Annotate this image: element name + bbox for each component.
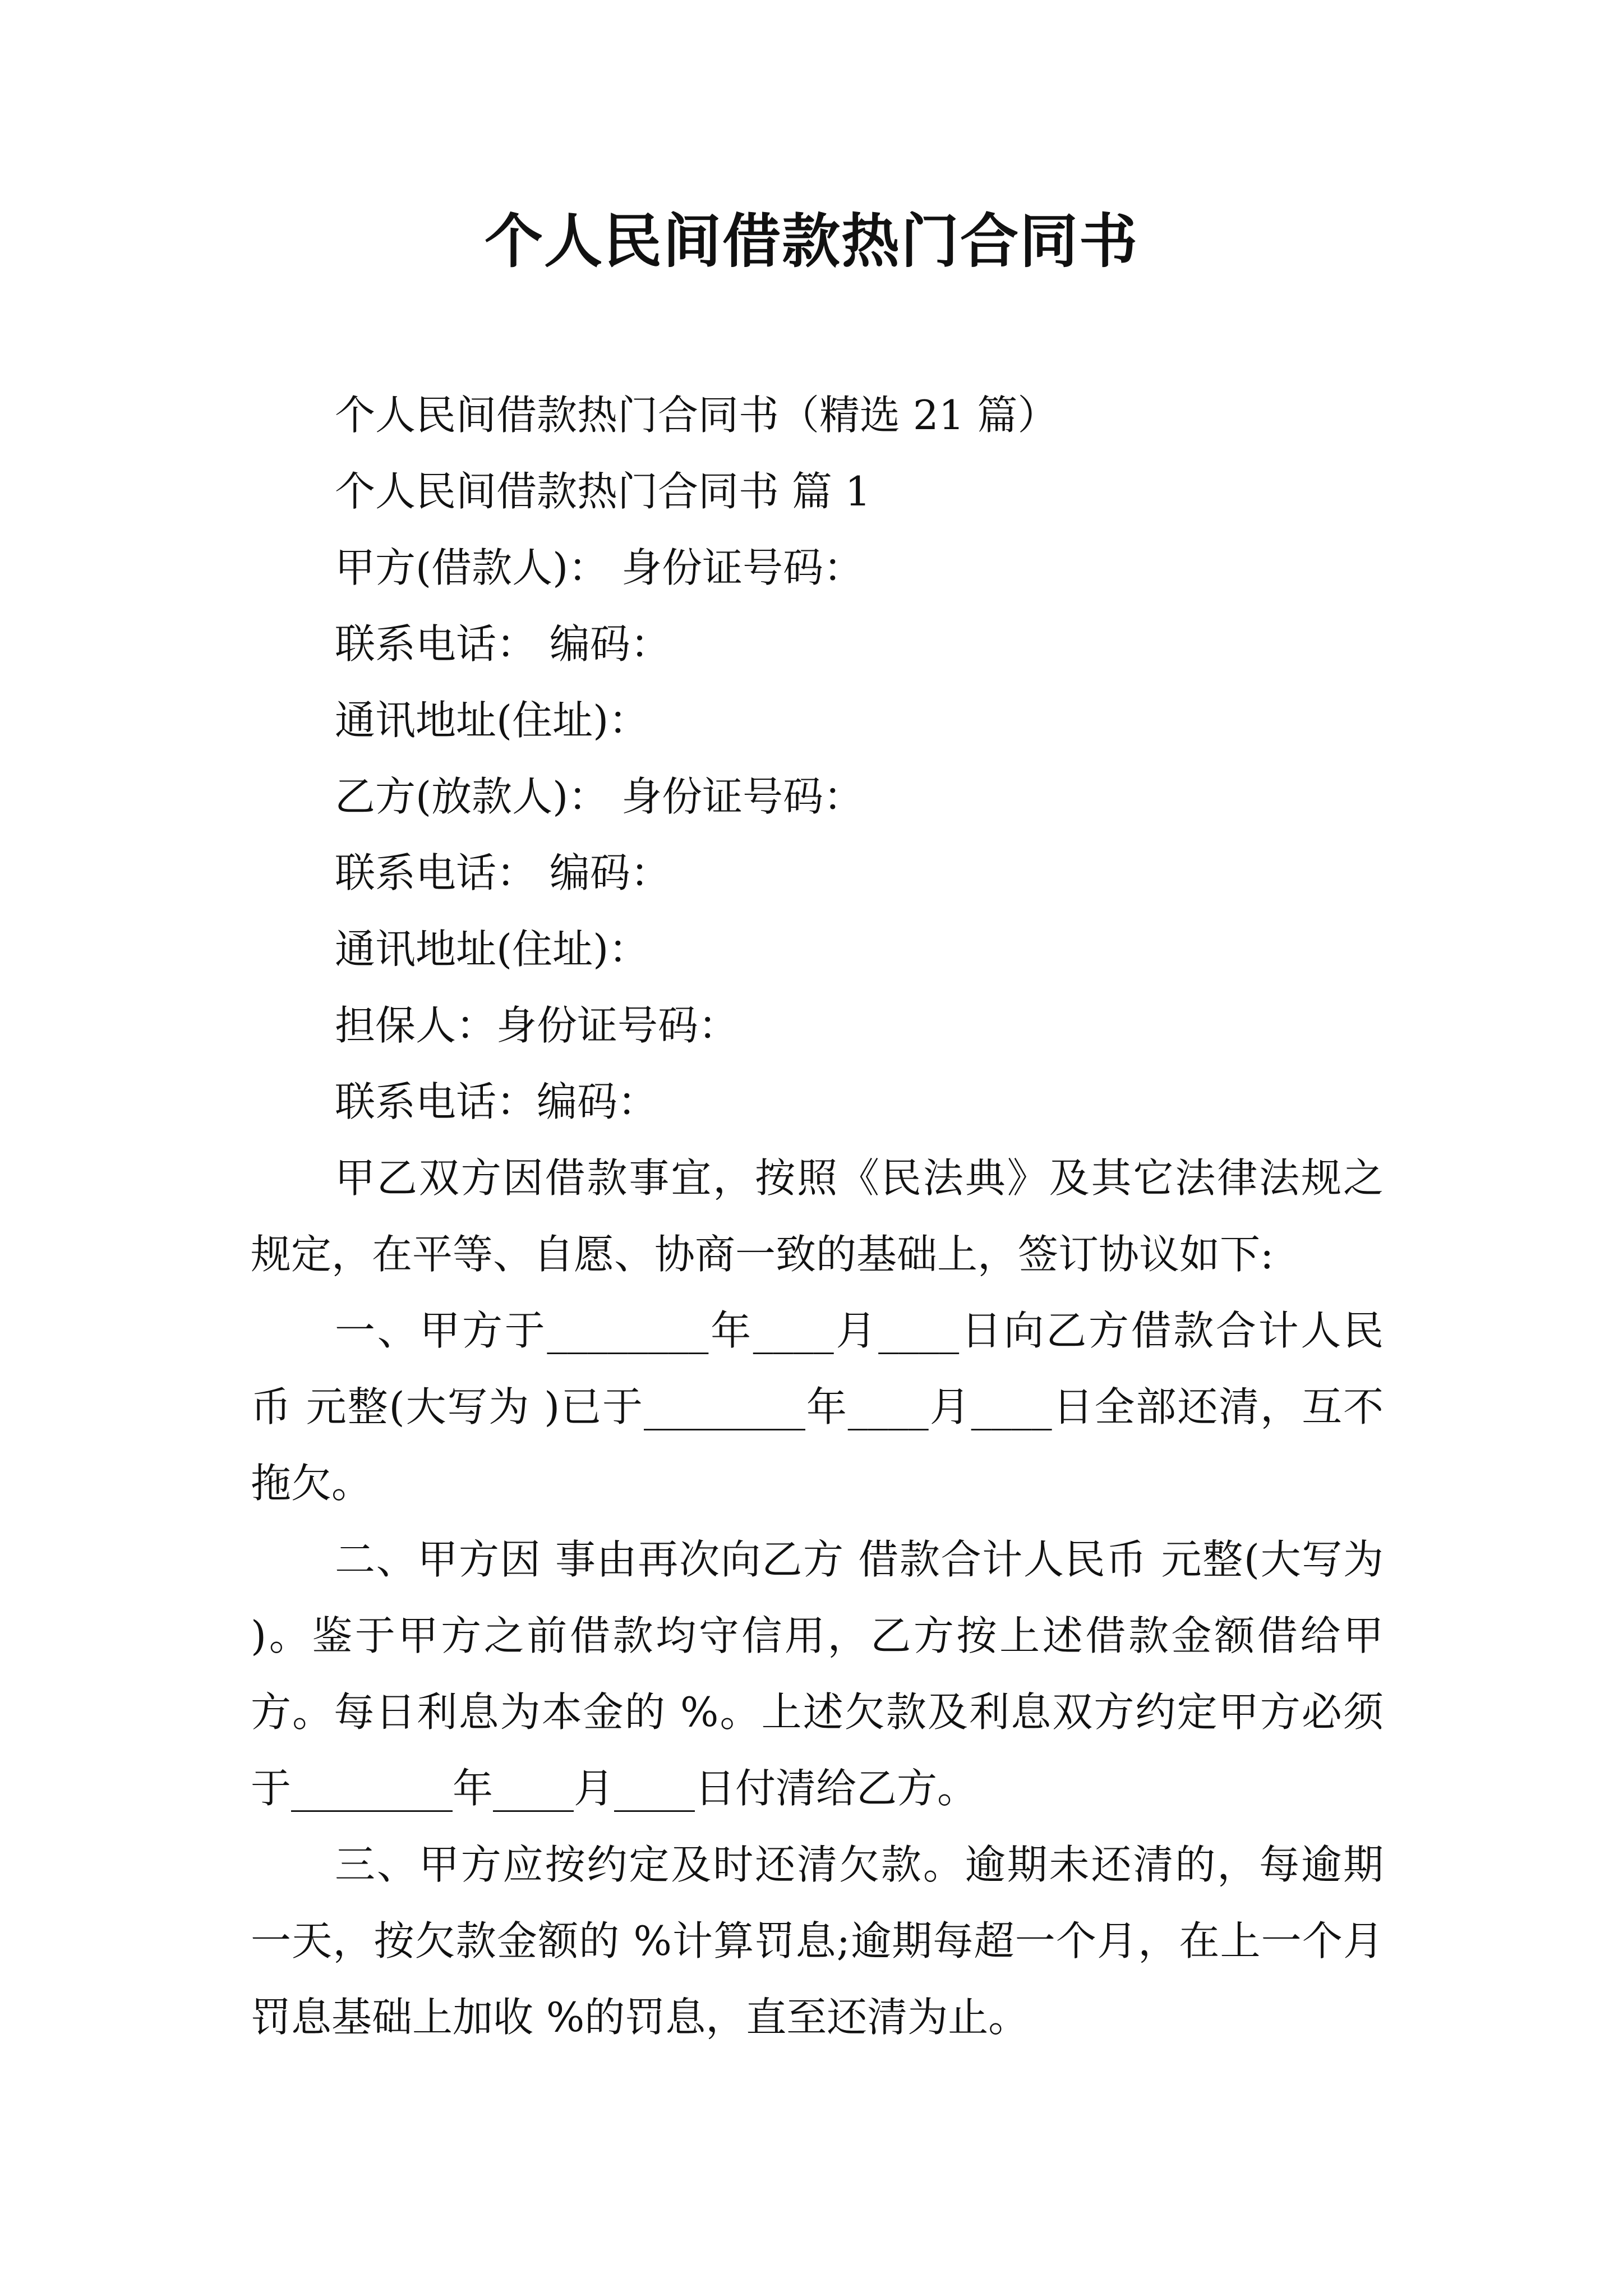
party-b-line: 乙方(放款人)： 身份证号码： xyxy=(335,773,864,820)
clause-1-paragraph: 一、甲方于________年____月____日向乙方借款合计人民币 元整(大写为 )已于________年____月____日全部还清，互不拖欠。 xyxy=(251,1307,1384,1507)
party-b-address-line: 通讯地址(住址)： xyxy=(335,926,649,973)
document-title: 个人民间借款热门合同书 xyxy=(484,206,1138,275)
party-a-contact-line: 联系电话： 编码： xyxy=(335,620,671,668)
party-a-line: 甲方(借款人)： 身份证号码： xyxy=(335,544,864,591)
intro-paragraph: 甲乙双方因借款事宜，按照《民法典》及其它法律法规之规定，在平等、自愿、协商一致的基础上，签订协议如下: xyxy=(251,1154,1384,1278)
party-a-address-line: 通讯地址(住址)： xyxy=(335,697,649,744)
subtitle-line: 个人民间借款热门合同书（精选 21 篇） xyxy=(335,392,1058,439)
document-body xyxy=(251,377,1384,2055)
clause-2-paragraph: 二、甲方因 事由再次向乙方 借款合计人民币 元整(大写为 )。鉴于甲方之前借款均守信用，乙方按上述借款金额借给甲方。每日利息为本金的 %。上述欠款及利息双方约定甲方必须于________年____月____日付清给乙方。 xyxy=(251,1536,1384,1812)
section-heading: 个人民间借款热门合同书 篇 1 xyxy=(335,468,871,515)
clause-3-paragraph: 三、甲方应按约定及时还清欠款。逾期未还清的，每逾期一天，按欠款金额的 %计算罚息;逾期每超一个月，在上一个月罚息基础上加收 %的罚息，直至还清为止。 xyxy=(251,1841,1384,2041)
guarantor-contact-line: 联系电话：编码： xyxy=(335,1078,658,1125)
guarantor-line: 担保人：身份证号码： xyxy=(335,1002,739,1049)
party-b-contact-line: 联系电话： 编码： xyxy=(335,849,671,896)
